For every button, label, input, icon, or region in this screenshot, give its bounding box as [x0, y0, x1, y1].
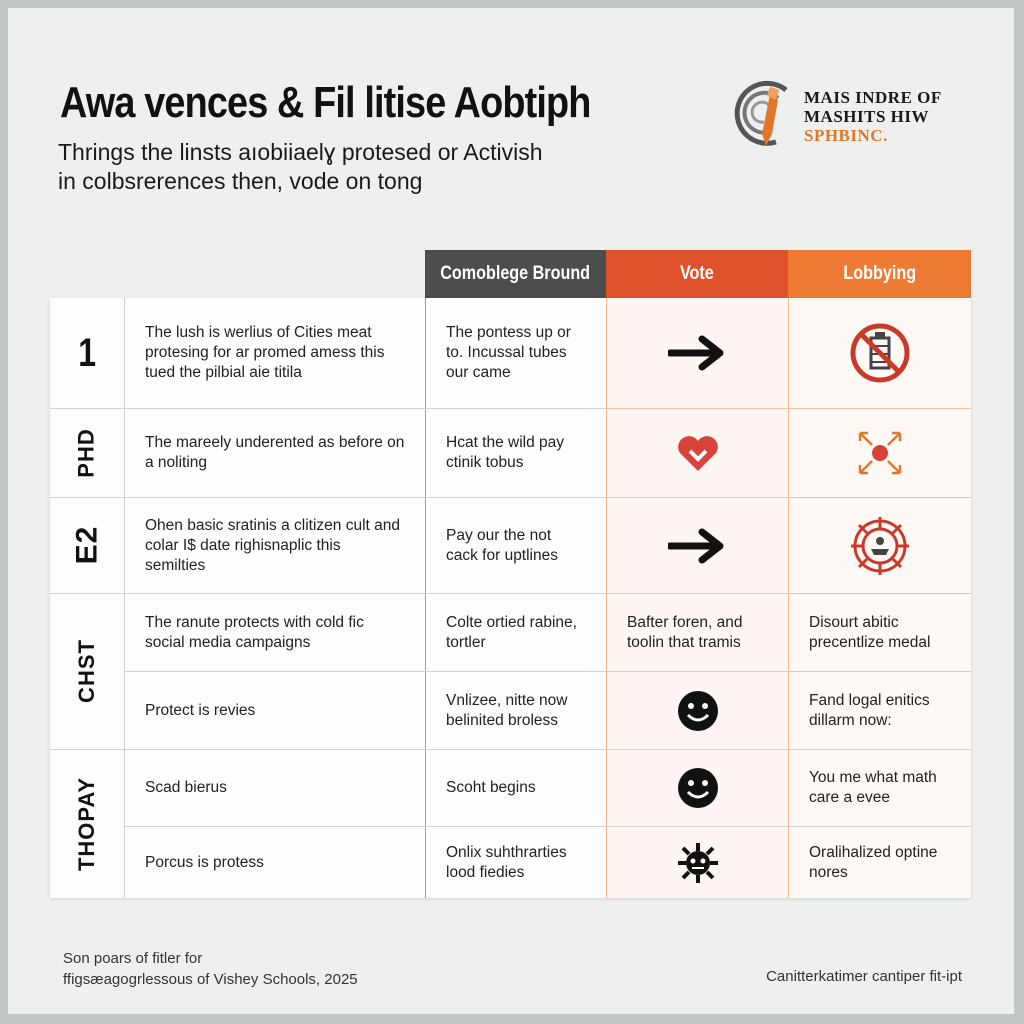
smiley-icon: [607, 672, 788, 749]
swirl-brush-logo-icon: [726, 70, 806, 160]
table-cell-description: The ranute protects with cold fic social media campaigns: [145, 613, 364, 651]
page-subtitle: [58, 138, 543, 196]
row-label: CHST: [73, 639, 99, 703]
footer-line-2: ffigsæagogrlessous of Vishey Schools, 2025: [63, 971, 358, 988]
row-label: E2: [69, 525, 103, 565]
table-cell-lobbying: Fand logal enitics dillarm now:: [809, 691, 930, 729]
heart-icon: [607, 409, 788, 497]
table-cell-background: Scoht begins: [446, 779, 536, 796]
table-cell-background: Pay our the not cack for uptlines: [446, 526, 558, 564]
table-cell-description: The lush is werlius of Cities meat protesing for ar promed amess this tued the pilbial aie titila: [145, 324, 385, 381]
column-header-vote: Vote: [606, 250, 788, 298]
subtitle-line-2: in colbsrerences then, vode on tong: [58, 168, 423, 194]
table-cell-lobbying: Oralihalized optine nores: [809, 843, 938, 881]
gear-bug-icon: [607, 827, 788, 898]
table-cell-background: Colte ortied rabine, tortler: [446, 613, 577, 651]
arrow-right-icon: [607, 498, 788, 593]
table-cell-lobbying: Disourt abitic precentlize medal: [809, 613, 931, 651]
footer-credit: Canitterkatimer cantiper fit-ipt: [766, 968, 962, 985]
arrow-right-icon: [607, 298, 788, 408]
column-header-background: Comoblege Bround: [425, 250, 606, 298]
table-cell-vote: Bafter foren, and toolin that tramis: [627, 613, 743, 651]
table-cell-background: Hcat the wild pay ctinik tobus: [446, 434, 565, 471]
row-label: PHD: [73, 427, 99, 478]
logo-line-2: MASHITS HIW: [804, 107, 929, 126]
subtitle-line-1: Thrings the linsts aıobiiaelɣ protesed or Activish: [58, 139, 543, 165]
organization-logo: [726, 70, 1006, 160]
ship-wheel-icon: [789, 498, 971, 593]
table-cell-description: Porcus is protess: [145, 853, 264, 871]
logo-text: [804, 88, 942, 145]
table-cell-background: The pontess up or to. Incussal tubes our came: [446, 324, 571, 381]
row-label: THOPAY: [74, 776, 99, 871]
page: [8, 8, 1014, 1014]
table-cell-description: Protect is revies: [145, 701, 256, 719]
row-label: 1: [78, 330, 96, 375]
table-cell-description: The mareely underented as before on a noliting: [145, 434, 405, 471]
page-title: Awa vences & Fil litise Aobtiph: [60, 78, 591, 127]
expand-target-icon: [789, 409, 971, 497]
logo-line-3: SPHBINC.: [804, 126, 888, 145]
table-cell-background: Onlix suhthrarties lood fiedies: [446, 843, 567, 881]
table-cell-description: Scad bierus: [145, 779, 227, 796]
table-cell-lobbying: You me what math care a evee: [809, 769, 937, 806]
table-cell-background: Vnlizee, nitte now belinited broless: [446, 691, 568, 729]
footer-source: [63, 948, 358, 990]
footer-line-1: Son poars of fitler for: [63, 950, 203, 967]
logo-line-1: MAIS INDRE OF: [804, 88, 942, 107]
column-header-lobbying: Lobbying: [788, 250, 971, 298]
no-building-icon: [789, 298, 971, 408]
comparison-table: [50, 298, 971, 898]
smiley-icon: [607, 750, 788, 826]
table-cell-description: Ohen basic sratinis a clitizen cult and colar I$ date righisnaplic this semilties: [145, 516, 401, 574]
